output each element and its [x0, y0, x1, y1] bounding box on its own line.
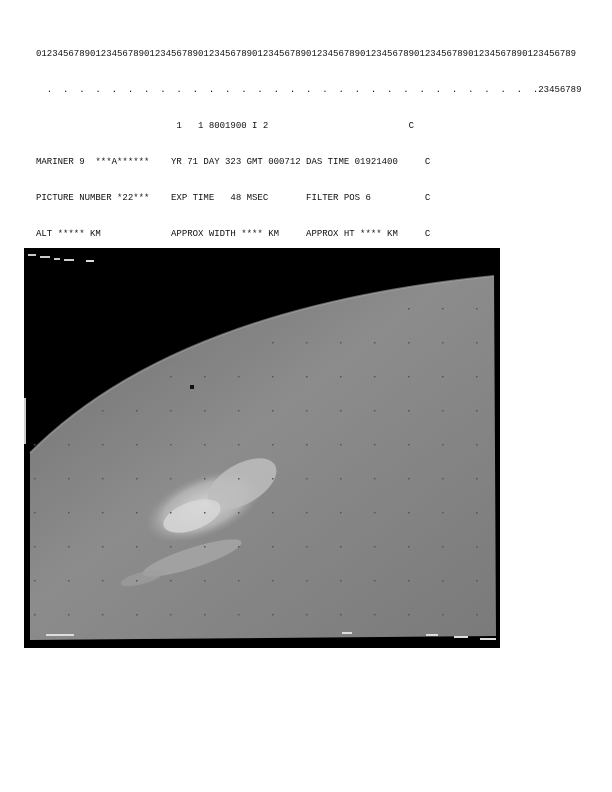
reseau-mark [374, 512, 376, 514]
reseau-mark [238, 512, 240, 514]
reseau-mark [136, 614, 138, 616]
reseau-mark [340, 512, 342, 514]
label-line-mission: MARINER 9 ***A****** YR 71 DAY 323 GMT 000712 DAS TIME 01921400 C [36, 157, 431, 167]
reseau-mark [374, 546, 376, 548]
reseau-mark [272, 410, 274, 412]
reseau-mark [170, 410, 172, 412]
reseau-mark [102, 410, 104, 412]
reseau-mark [204, 410, 206, 412]
reseau-mark [238, 376, 240, 378]
reseau-mark [238, 580, 240, 582]
reseau-mark [272, 580, 274, 582]
reseau-mark [170, 614, 172, 616]
reseau-mark [204, 512, 206, 514]
reseau-mark [170, 478, 172, 480]
reseau-mark [238, 478, 240, 480]
reseau-mark [340, 614, 342, 616]
reseau-mark [476, 478, 478, 480]
reseau-mark [306, 614, 308, 616]
reseau-mark [102, 614, 104, 616]
reseau-mark [408, 580, 410, 582]
reseau-mark [374, 410, 376, 412]
reseau-mark [204, 444, 206, 446]
reseau-mark [306, 478, 308, 480]
reseau-mark [102, 546, 104, 548]
reseau-mark [408, 478, 410, 480]
reseau-mark [272, 342, 274, 344]
label-line-picture-number: PICTURE NUMBER *22*** EXP TIME 48 MSEC FILTER POS 6 C [36, 193, 431, 203]
reseau-mark [476, 512, 478, 514]
reseau-mark [272, 512, 274, 514]
reseau-mark [442, 410, 444, 412]
reseau-mark [34, 580, 36, 582]
reseau-mark [408, 342, 410, 344]
reseau-mark [476, 342, 478, 344]
reseau-mark [374, 580, 376, 582]
reseau-mark [102, 580, 104, 582]
reseau-mark [476, 308, 478, 310]
reseau-mark [204, 614, 206, 616]
reseau-mark [306, 546, 308, 548]
reseau-mark [476, 614, 478, 616]
reseau-mark [374, 444, 376, 446]
reseau-mark [408, 512, 410, 514]
reseau-mark [34, 478, 36, 480]
reseau-mark [170, 580, 172, 582]
reseau-mark [170, 444, 172, 446]
reseau-mark [136, 478, 138, 480]
reseau-mark [306, 512, 308, 514]
reseau-mark [34, 546, 36, 548]
reseau-mark [442, 308, 444, 310]
reseau-mark [306, 444, 308, 446]
reseau-mark [340, 546, 342, 548]
planet-image [24, 248, 500, 648]
reseau-mark [374, 376, 376, 378]
reseau-mark [238, 410, 240, 412]
reseau-mark [442, 376, 444, 378]
planet-image-svg [24, 248, 500, 648]
reseau-mark [238, 444, 240, 446]
reseau-mark [442, 546, 444, 548]
reseau-mark [34, 614, 36, 616]
reseau-mark [34, 512, 36, 514]
label-line-altitude: ALT ***** KM APPROX WIDTH **** KM APPROX HT **** KM C [36, 229, 431, 239]
reseau-mark [68, 512, 70, 514]
reseau-mark [238, 614, 240, 616]
reseau-mark [476, 580, 478, 582]
reseau-mark [272, 444, 274, 446]
reseau-mark [34, 444, 36, 446]
reseau-mark [408, 410, 410, 412]
reseau-mark [442, 580, 444, 582]
reseau-mark [272, 546, 274, 548]
reseau-mark [408, 376, 410, 378]
reseau-mark [476, 444, 478, 446]
reseau-mark [306, 580, 308, 582]
reseau-mark [272, 376, 274, 378]
reseau-mark [68, 580, 70, 582]
reseau-mark [476, 546, 478, 548]
reseau-mark [442, 444, 444, 446]
reseau-mark [442, 342, 444, 344]
reseau-mark [374, 342, 376, 344]
reseau-mark [68, 478, 70, 480]
reseau-mark [68, 546, 70, 548]
column-ruler-digits: 0123456789012345678901234567890123456789012345678901234567890123456789012345678901234567890123456789 [36, 49, 577, 59]
reseau-mark [306, 342, 308, 344]
reseau-mark [442, 614, 444, 616]
reseau-mark [238, 546, 240, 548]
reseau-mark [272, 614, 274, 616]
reseau-mark [204, 580, 206, 582]
reseau-mark [170, 376, 172, 378]
reseau-mark [204, 546, 206, 548]
label-line-frame-id: 1 1 8001900 I 2 C [36, 121, 415, 131]
reseau-mark [340, 580, 342, 582]
reseau-mark [272, 478, 274, 480]
reseau-mark [136, 546, 138, 548]
reseau-mark [102, 478, 104, 480]
reseau-mark [136, 512, 138, 514]
reseau-mark [408, 308, 410, 310]
reseau-mark [340, 444, 342, 446]
reseau-mark [340, 342, 342, 344]
reseau-mark [442, 478, 444, 480]
reseau-mark [306, 376, 308, 378]
reseau-mark [340, 478, 342, 480]
reseau-mark [204, 376, 206, 378]
reseau-mark [102, 444, 104, 446]
reseau-mark [136, 580, 138, 582]
reseau-mark [136, 444, 138, 446]
reseau-mark [68, 444, 70, 446]
reseau-mark [340, 376, 342, 378]
reseau-mark [170, 512, 172, 514]
reseau-mark [68, 614, 70, 616]
reseau-mark [442, 512, 444, 514]
reseau-mark [374, 614, 376, 616]
reseau-mark [476, 410, 478, 412]
reseau-mark [408, 546, 410, 548]
reseau-mark [204, 478, 206, 480]
reseau-mark [306, 410, 308, 412]
reseau-mark [476, 376, 478, 378]
reseau-mark [408, 444, 410, 446]
column-ruler-dots: . . . . . . . . . . . . . . . . . . . . . . . . . . . . . . .23456789 [36, 85, 582, 95]
reseau-mark [170, 546, 172, 548]
reseau-mark [136, 410, 138, 412]
reseau-mark [340, 410, 342, 412]
reseau-mark [408, 614, 410, 616]
reseau-mark [374, 478, 376, 480]
reseau-mark [102, 512, 104, 514]
